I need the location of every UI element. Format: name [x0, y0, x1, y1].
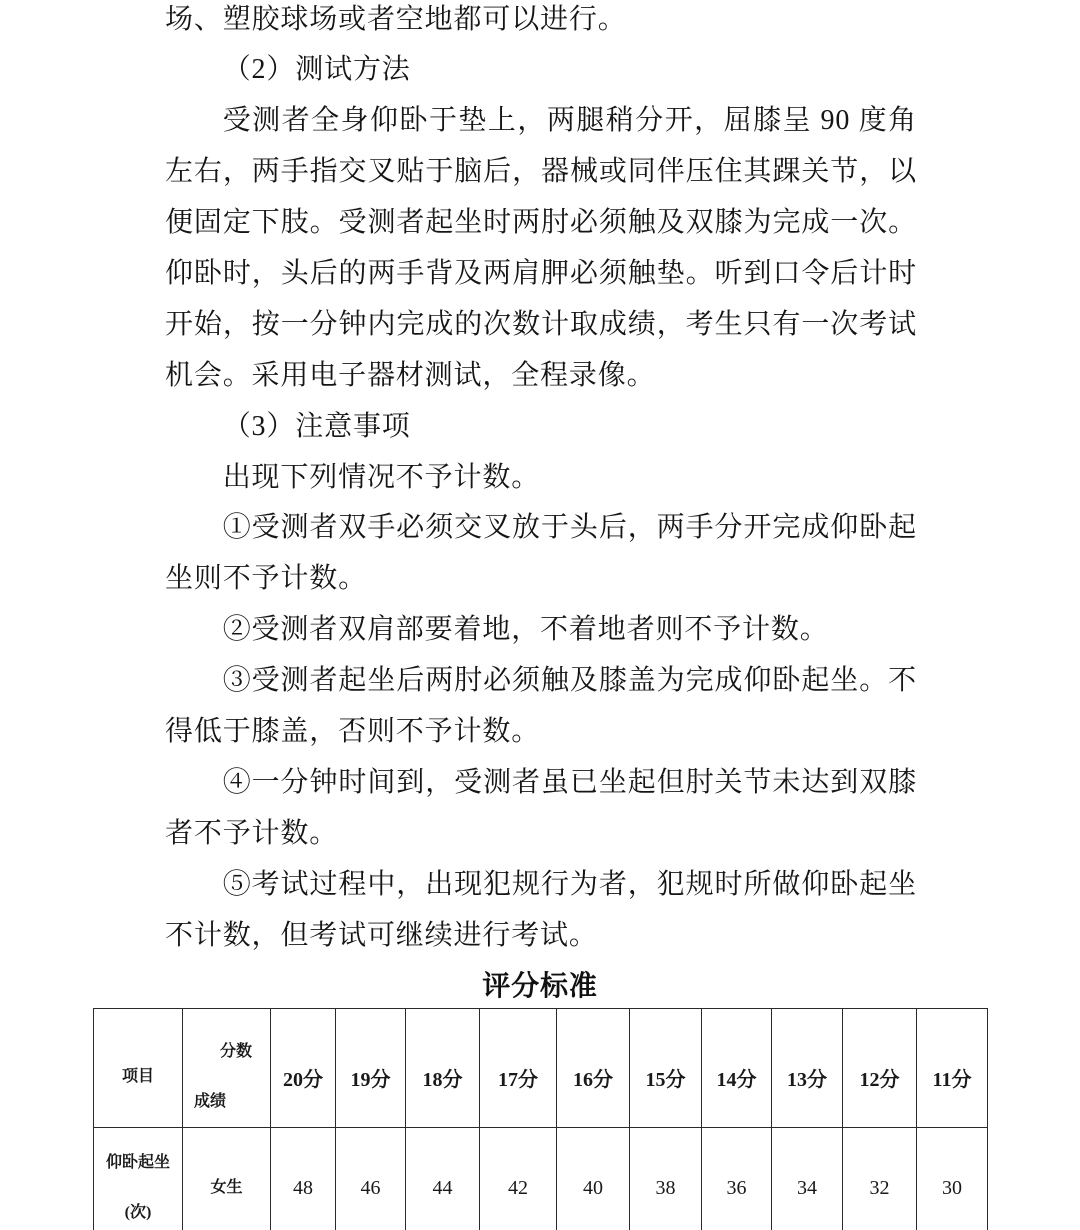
score-level-header: 17分 [480, 1008, 557, 1128]
paragraph-line: 出现下列情况不予计数。 [222, 461, 541, 493]
score-value-cell: 30 [917, 1128, 988, 1230]
rule-item-1 [165, 503, 917, 605]
header-result-label: 成绩 [194, 1093, 227, 1110]
paragraph-line: 不计数，但考试可继续进行考试。 [165, 919, 598, 951]
paragraph-line: 坐则不予计数。 [165, 563, 367, 595]
rule-item-3 [165, 656, 917, 758]
score-value-cell: 36 [702, 1128, 772, 1230]
score-level-header: 19分 [336, 1008, 406, 1128]
header-item-label: 项目 [121, 1068, 154, 1085]
row-group-cell [183, 1128, 271, 1230]
rule-item-2 [165, 605, 917, 656]
paragraph-line: 得低于膝盖，否则不予计数。 [165, 716, 541, 748]
section-heading: （3）注意事项 [222, 410, 411, 442]
paragraph-intro [165, 453, 917, 504]
paragraph-line: 场、塑胶球场或者空地都可以进行。 [165, 4, 627, 35]
paragraph-line: 机会。采用电子器材测试，全程录像。 [165, 359, 656, 391]
header-diagonal-cell [183, 1008, 271, 1128]
paragraph-line: 开始，按一分钟内完成的次数计取成绩，考生只有一次考试 [165, 308, 917, 340]
paragraph-line: ①受测者双手必须交叉放于头后，两手分开完成仰卧起 [222, 512, 917, 544]
section-heading-precautions [165, 402, 917, 453]
score-value-cell: 32 [843, 1128, 917, 1230]
score-value-cell: 34 [772, 1128, 843, 1230]
header-score-label: 分数 [220, 1043, 253, 1060]
score-value-cell: 40 [557, 1128, 630, 1230]
score-level-header: 12分 [843, 1008, 917, 1128]
score-value-cell: 38 [630, 1128, 702, 1230]
paragraph-line: ⑤考试过程中，出现犯规行为者，犯规时所做仰卧起坐 [222, 868, 917, 900]
paragraph-line: 左右，两手指交叉贴于脑后，器械或同伴压住其踝关节，以 [165, 156, 917, 188]
score-value-cell: 44 [406, 1128, 480, 1230]
header-item-cell [93, 1008, 183, 1128]
paragraph-line: 受测者全身仰卧于垫上，两腿稍分开，屈膝呈 90 度角 [222, 105, 917, 137]
score-level-header: 13分 [772, 1008, 843, 1128]
paragraph-line: 便固定下肢。受测者起坐时两肘必须触及双膝为完成一次。 [165, 207, 917, 239]
score-value-cell: 48 [271, 1128, 336, 1230]
row-item-cell [93, 1128, 183, 1230]
section-heading: （2）测试方法 [222, 54, 411, 86]
paragraph-line: ②受测者双肩部要着地，不着地者则不予计数。 [222, 614, 829, 646]
score-level-header: 11分 [917, 1008, 988, 1128]
score-level-header: 16分 [557, 1008, 630, 1128]
row-group-label: 女生 [210, 1179, 243, 1196]
rule-item-5 [165, 860, 917, 962]
rule-item-4 [165, 758, 917, 860]
scoring-table [93, 1008, 988, 1230]
paragraph-test-method [165, 96, 917, 401]
row-item-unit: (次) [124, 1204, 152, 1221]
table-title: 评分标准 [482, 971, 598, 1002]
row-item-name: 仰卧起坐 [105, 1154, 170, 1171]
paragraph-line: 仰卧时，头后的两手背及两肩胛必须触垫。听到口令后计时 [165, 258, 917, 289]
paragraph-line: ④一分钟时间到，受测者虽已坐起但肘关节未达到双膝 [222, 766, 917, 798]
score-level-header: 14分 [702, 1008, 772, 1128]
paragraph-continued [165, 0, 917, 45]
score-value-cell: 42 [480, 1128, 557, 1230]
score-level-header: 20分 [271, 1008, 336, 1128]
score-level-header: 15分 [630, 1008, 702, 1128]
body-text [165, 0, 917, 961]
score-value-cell: 46 [336, 1128, 406, 1230]
score-level-header: 18分 [406, 1008, 480, 1128]
paragraph-line: ③受测者起坐后两肘必须触及膝盖为完成仰卧起坐。不 [222, 665, 917, 697]
paragraph-line: 者不予计数。 [165, 817, 339, 849]
section-heading-test-method [165, 45, 917, 96]
